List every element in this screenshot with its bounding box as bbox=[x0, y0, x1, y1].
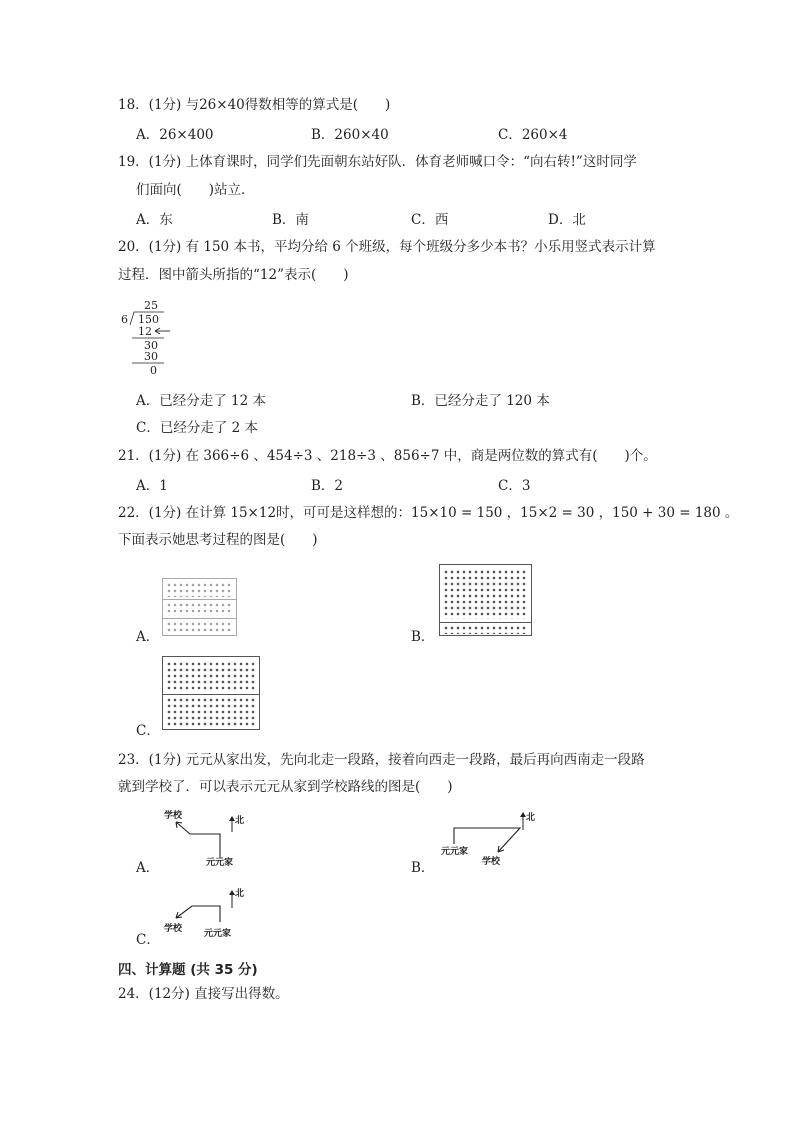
question-23-stem-line1: 23．(1分) 元元从家出发，先向北走一段路，接着向西走一段路，最后再向西南走一段路 bbox=[118, 752, 645, 768]
q18-option-b[interactable]: B．260×40 bbox=[311, 127, 389, 143]
question-20-stem-line2: 过程．图中箭头所指的“12”表示( ) bbox=[118, 267, 349, 283]
division-quotient: 25 bbox=[144, 299, 158, 312]
dot-grid-a-rows-middle bbox=[166, 602, 233, 616]
school-label-a: 学校 bbox=[164, 811, 183, 821]
q20-option-a[interactable]: A．已经分走了 12 本 bbox=[136, 393, 267, 409]
question-19-stem-line1: 19．(1分) 上体育课时，同学们先面朝东站好队．体育老师喊口令：“向右转!”这时同学 bbox=[118, 154, 637, 170]
route-map-b[interactable] bbox=[440, 808, 550, 870]
division-divisor: 6 bbox=[121, 313, 128, 326]
route-path-a bbox=[176, 822, 220, 858]
route-map-c[interactable] bbox=[160, 884, 250, 944]
dot-grid-figure-c[interactable] bbox=[162, 656, 260, 730]
q18-option-c[interactable]: C．260×4 bbox=[498, 127, 568, 143]
dot-grid-a-divider-1 bbox=[163, 599, 236, 600]
division-step-30-a: 30 bbox=[144, 339, 158, 352]
q21-option-b[interactable]: B．2 bbox=[311, 478, 344, 494]
q22-option-c[interactable]: C． bbox=[136, 723, 160, 739]
dot-grid-b-rows-bottom bbox=[443, 625, 528, 634]
long-division-diagram bbox=[118, 298, 178, 378]
q23-option-a[interactable]: A． bbox=[136, 860, 160, 876]
dot-grid-c-rows-top bbox=[166, 661, 256, 692]
dot-grid-a-divider-2 bbox=[163, 618, 236, 619]
question-24-stem: 24．(12分) 直接写出得数。 bbox=[118, 986, 289, 1002]
route-map-a[interactable] bbox=[160, 808, 250, 870]
dot-grid-a-rows-bottom bbox=[166, 621, 233, 634]
q21-option-c[interactable]: C．3 bbox=[498, 478, 531, 494]
dot-grid-b-rows-top bbox=[443, 569, 528, 619]
school-label-c: 学校 bbox=[164, 924, 183, 934]
q20-option-b[interactable]: B．已经分走了 120 本 bbox=[411, 393, 550, 409]
q19-option-a[interactable]: A．东 bbox=[136, 212, 173, 228]
home-label-b: 元元家 bbox=[441, 847, 469, 857]
question-19-stem-line2: 们面向( )站立． bbox=[136, 182, 255, 198]
dot-grid-c-rows-bottom bbox=[166, 697, 256, 728]
division-remainder: 0 bbox=[150, 364, 157, 377]
dot-grid-c-divider bbox=[163, 694, 259, 695]
north-label-c: 北 bbox=[235, 889, 245, 899]
north-label-b: 北 bbox=[526, 813, 536, 823]
question-21-stem: 21．(1分) 在 366÷6 、454÷3 、218÷3 、856÷7 中，商是两位数的算式有( )个。 bbox=[118, 448, 657, 464]
school-label-b: 学校 bbox=[482, 857, 501, 867]
q18-option-a[interactable]: A．26×400 bbox=[136, 127, 214, 143]
question-22-stem-line1: 22．(1分) 在计算 15×12时，可可是这样想的：15×10 = 150 ，15×2 = 30 ，150 + 30 = 180 。 bbox=[118, 505, 739, 521]
q22-option-a[interactable]: A． bbox=[136, 629, 160, 645]
dot-grid-b-divider bbox=[440, 622, 531, 623]
dot-grid-figure-b[interactable] bbox=[439, 564, 532, 636]
q22-option-b[interactable]: B． bbox=[411, 629, 435, 645]
north-label-a: 北 bbox=[235, 816, 245, 826]
question-23-stem-line2: 就到学校了．可以表示元元从家到学校路线的图是( ) bbox=[118, 779, 453, 795]
dot-grid-a-rows-top bbox=[166, 582, 233, 597]
route-path-c bbox=[176, 906, 220, 922]
q19-option-b[interactable]: B．南 bbox=[272, 212, 309, 228]
dot-grid-figure-a[interactable] bbox=[162, 578, 237, 636]
division-dividend: 150 bbox=[138, 313, 159, 326]
question-22-stem-line2: 下面表示她思考过程的图是( ) bbox=[118, 532, 318, 548]
q23-option-b[interactable]: B． bbox=[411, 860, 435, 876]
q21-option-a[interactable]: A．1 bbox=[136, 478, 168, 494]
question-18-stem: 18．(1分) 与26×40得数相等的算式是( ) bbox=[118, 97, 391, 113]
home-label-a: 元元家 bbox=[206, 858, 234, 868]
q20-option-c[interactable]: C．已经分走了 2 本 bbox=[136, 420, 259, 436]
q19-option-c[interactable]: C．西 bbox=[411, 212, 449, 228]
division-step-12: 12 bbox=[138, 325, 152, 338]
q19-option-d[interactable]: D．北 bbox=[548, 212, 586, 228]
section-4-title: 四、计算题 (共 35 分) bbox=[118, 962, 258, 978]
division-step-30-b: 30 bbox=[144, 350, 158, 363]
home-label-c: 元元家 bbox=[204, 929, 232, 939]
question-20-stem-line1: 20．(1分) 有 150 本书，平均分给 6 个班级，每个班级分多少本书？小乐用竖式表示计算 bbox=[118, 239, 656, 255]
q23-option-c[interactable]: C． bbox=[136, 932, 160, 948]
